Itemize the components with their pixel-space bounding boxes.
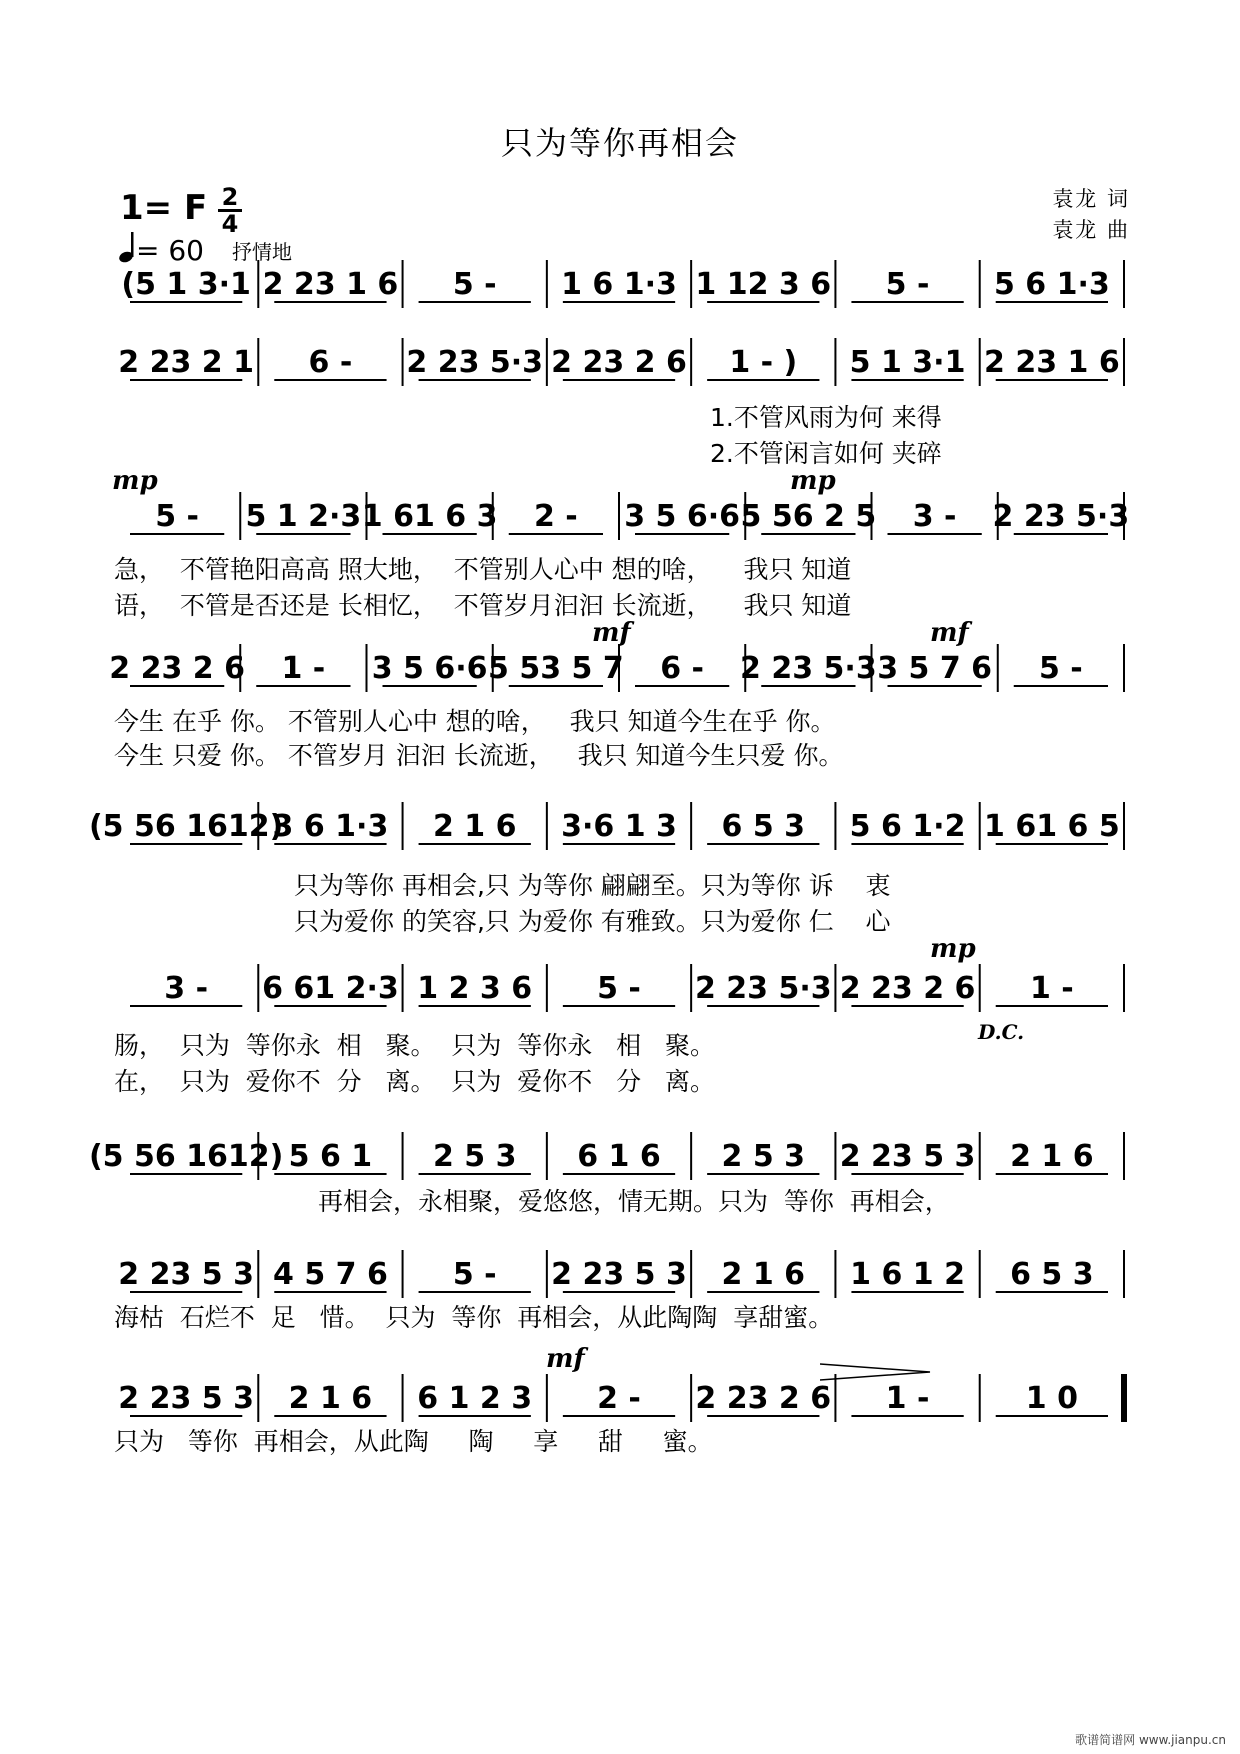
dynamic-mp: mp — [930, 934, 976, 964]
credits — [1052, 184, 1130, 246]
dynamic-mp: mp — [112, 466, 158, 496]
measure-notes: 1 - — [1029, 971, 1074, 1006]
measure-notes: 5 - — [1038, 651, 1083, 686]
meter-bottom: 4 — [221, 210, 239, 238]
measure-notes: 2 23 1 6 — [984, 345, 1120, 380]
measure-notes: 1 61 6 3 — [361, 499, 498, 534]
measure-notes: 3 5 6·6 — [624, 499, 741, 534]
dynamic-mf: mf — [592, 618, 631, 648]
key-signature: 1= F — [120, 188, 208, 228]
measure-notes: (5 1 3·1 — [121, 267, 251, 302]
measure-notes: 1 61 6 5 — [984, 809, 1120, 844]
expression-text: 抒情地 — [232, 240, 292, 264]
measure-notes: 2 1 6 — [288, 1381, 373, 1416]
measure-notes: 6 5 3 — [721, 809, 806, 844]
lyricist: 袁龙 词 — [1052, 187, 1130, 211]
measure-notes: 5 6 1·2 — [849, 809, 966, 844]
system-1 — [114, 252, 1134, 342]
measure-notes: 3 - — [164, 971, 209, 1006]
composer: 袁龙 曲 — [1052, 218, 1130, 242]
measure-notes: 3 - — [912, 499, 957, 534]
measure-notes: 5 - — [452, 1257, 497, 1292]
lyric-line: 海枯 石烂不 足 惜。 只为 等你 再相会，从此陶陶 享甜蜜。 — [114, 1303, 834, 1332]
measure-notes: 2 23 2 1 — [118, 345, 254, 380]
measure-notes: 2 5 3 — [721, 1139, 806, 1174]
measure-notes: 1 2 3 6 — [417, 971, 533, 1006]
measure-notes: 5 1 2·3 — [245, 499, 362, 534]
time-signature — [218, 183, 242, 238]
measure-notes: 5 - — [885, 267, 930, 302]
measure-notes: 1 12 3 6 — [695, 267, 832, 302]
lyric-line: 1.不管风雨为何 来得 — [710, 403, 942, 432]
dynamic-mf: mf — [546, 1344, 585, 1374]
measure-notes: 2 23 5 3 — [551, 1257, 687, 1292]
measure-notes: 2 23 5 3 — [839, 1139, 976, 1174]
measure-notes: 5 53 5 7 — [488, 651, 624, 686]
lyric-line: 2.不管闲言如何 夹碎 — [710, 439, 942, 468]
measure-notes: 2 23 5 3 — [118, 1381, 254, 1416]
measure-notes: 1 6 1 2 — [850, 1257, 965, 1292]
lyric-line: 今生 在乎 你。 不管别人心中 想的啥， 我只 知道今生在乎 你。 — [114, 707, 836, 736]
lyric-line: 急， 不管艳阳高高 照大地， 不管别人心中 想的啥， 我只 知道 — [114, 555, 852, 584]
measure-notes: 2 23 1 6 — [262, 267, 399, 302]
measure-notes: 2 1 6 — [721, 1257, 806, 1292]
measure-notes: 2 23 5·3 — [992, 499, 1130, 534]
measure-notes: 2 23 2 6 — [695, 1381, 832, 1416]
measure-notes: 2 23 2 6 — [551, 345, 687, 380]
lyric-line: 只为 等你 再相会，从此陶 陶 享 甜 蜜。 — [114, 1427, 713, 1456]
measure-notes: 2 23 5·3 — [694, 971, 832, 1006]
measure-notes: 6 61 2·3 — [262, 971, 399, 1006]
lyric-line: 在， 只为 爱你不 分 离。 只为 爱你不 分 离。 — [114, 1067, 715, 1096]
measure-notes: 5 - — [155, 499, 200, 534]
measure-notes: 6 - — [308, 345, 353, 380]
measure-notes: 2 23 2 6 — [839, 971, 976, 1006]
measure-notes: 3·6 1 3 — [561, 809, 677, 844]
measure-notes: 2 23 5 3 — [118, 1257, 254, 1292]
dynamic-mp: mp — [790, 466, 836, 496]
measure-notes: 5 - — [597, 971, 641, 1006]
watermark: 歌谱简谱网 www.jianpu.cn — [1075, 1733, 1226, 1747]
measure-notes: 2 1 6 — [432, 809, 517, 844]
measure-notes: 3 5 6·6 — [371, 651, 488, 686]
measure-notes: 5 6 1·3 — [993, 267, 1110, 302]
measure-notes: 5 - — [452, 267, 497, 302]
measure-notes: 5 6 1 — [288, 1139, 373, 1174]
measure-notes: 4 5 7 6 — [273, 1257, 388, 1292]
dynamic-mf: mf — [930, 618, 969, 648]
lyric-line: 语， 不管是否还是 长相忆， 不管岁月汩汩 长流逝， 我只 知道 — [114, 591, 852, 620]
lyric-line: 再相会，永相聚，爱悠悠，情无期。只为 等你 再相会， — [318, 1187, 950, 1216]
measure-notes: 2 - — [533, 499, 578, 534]
measure-notes: 2 - — [597, 1381, 641, 1416]
measure-notes: 1 - ) — [729, 345, 798, 380]
meter-top: 2 — [221, 183, 239, 211]
measure-notes: 3 6 1·3 — [272, 809, 389, 844]
measure-notes: 1 6 1·3 — [561, 267, 677, 302]
song-title: 只为等你再相会 — [500, 124, 739, 162]
measure-notes: 1 - — [885, 1381, 930, 1416]
lyric-line: 只为等你 再相会,只 为等你 翩翩至。只为等你 诉 衷 — [294, 871, 891, 900]
da-capo-marking: D.C. — [978, 1020, 1025, 1044]
measure-notes: (5 56 1612) — [88, 1139, 284, 1174]
measure-notes: 2 23 5·3 — [740, 651, 877, 686]
lyric-line: 只为爱你 的笑容,只 为爱你 有雅致。只为爱你 仁 心 — [294, 907, 891, 936]
measure-notes: 5 56 2 5 — [740, 499, 877, 534]
measure-notes: (5 56 1612) — [88, 809, 284, 844]
measure-notes: 2 1 6 — [1010, 1139, 1094, 1174]
measure-notes: 6 - — [660, 651, 705, 686]
measure-notes: 2 5 3 — [432, 1139, 517, 1174]
measure-notes: 2 23 2 6 — [109, 651, 245, 686]
measure-notes: 6 1 6 — [577, 1139, 661, 1174]
measure-notes: 3 5 7 6 — [877, 651, 993, 686]
measure-notes: 5 1 3·1 — [849, 345, 966, 380]
measure-notes: 6 5 3 — [1010, 1257, 1094, 1292]
measure-notes: 6 1 2 3 — [417, 1381, 533, 1416]
measure-notes: 1 - — [281, 651, 326, 686]
lyric-line: 肠， 只为 等你永 相 聚。 只为 等你永 相 聚。 — [114, 1031, 715, 1060]
measure-notes: 2 23 5·3 — [406, 345, 544, 380]
lyric-line: 今生 只爱 你。 不管岁月 汩汩 长流逝， 我只 知道今生只爱 你。 — [114, 741, 844, 770]
tempo-value: = 60 — [136, 234, 204, 267]
decrescendo-hairpin — [820, 1362, 940, 1382]
measure-notes: 1 0 — [1025, 1381, 1078, 1416]
